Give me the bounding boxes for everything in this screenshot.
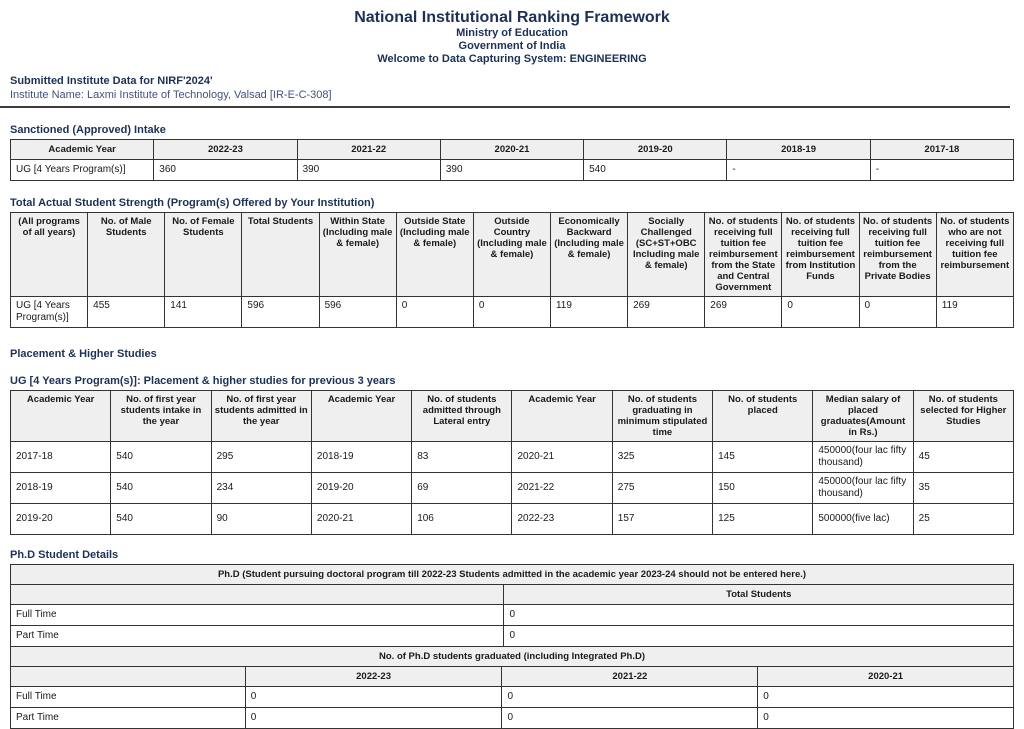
phd-graduated-table	[10, 646, 1014, 729]
column-header: No. of students who are not receiving full tuition fee reimbursement	[936, 213, 1013, 297]
placement-heading: Placement & Higher Studies	[10, 347, 157, 360]
table-cell: UG [4 Years Program(s)]	[11, 297, 88, 328]
column-header: Outside State (Including male & female)	[396, 213, 473, 297]
table-row	[11, 604, 1014, 625]
table-cell: 119	[936, 297, 1013, 328]
column-header: No. of students receiving full tuition fee reimbursement from Institution Funds	[782, 213, 859, 297]
institute-name: Institute Name: Laxmi Institute of Technology, Valsad [IR-E-C-308]	[10, 89, 332, 101]
table-cell: 106	[412, 503, 512, 534]
column-header: 2021-22	[502, 666, 758, 686]
column-header: 2018-19	[727, 140, 870, 160]
student-strength-table	[10, 212, 1014, 328]
column-header: No. of students graduating in minimum stipulated time	[612, 390, 712, 441]
column-header: Academic Year	[11, 390, 111, 441]
table-cell: 157	[612, 503, 712, 534]
column-header: Median salary of placed graduates(Amount in Rs.)	[813, 390, 913, 441]
header-subtitle-ministry: Ministry of Education	[456, 27, 568, 39]
header-row	[11, 140, 1014, 160]
phd-heading: Ph.D Student Details	[10, 548, 119, 561]
table-cell: 35	[913, 472, 1013, 503]
table-cell: 45	[913, 441, 1013, 472]
column-header: 2021-22	[297, 140, 440, 160]
column-header	[11, 584, 504, 604]
table-cell: Full Time	[11, 686, 246, 707]
submitted-data-label: Submitted Institute Data for NIRF'2024'	[10, 75, 213, 87]
table-cell: 0	[502, 707, 758, 728]
table-cell: 0	[396, 297, 473, 328]
column-header: Economically Backward (Including male & female)	[550, 213, 627, 297]
column-header: Academic Year	[311, 390, 411, 441]
table-row	[11, 441, 1014, 472]
table-cell: 2020-21	[311, 503, 411, 534]
institute-block	[10, 74, 1024, 102]
table-cell: 234	[211, 472, 311, 503]
table-cell: -	[727, 160, 870, 181]
sanctioned-intake-heading: Sanctioned (Approved) Intake	[10, 124, 166, 136]
table-cell: 0	[504, 604, 1014, 625]
sanctioned-intake-table	[10, 139, 1014, 181]
column-header: 2020-21	[758, 666, 1014, 686]
table-cell: 125	[713, 503, 813, 534]
table-cell: 295	[211, 441, 311, 472]
table-cell: 0	[473, 297, 550, 328]
table-cell: Full Time	[11, 604, 504, 625]
table-cell: 275	[612, 472, 712, 503]
table-cell: 325	[612, 441, 712, 472]
table-cell: 450000(four lac fifty thousand)	[813, 472, 913, 503]
phd-graduated-banner-row	[11, 646, 1014, 666]
table-cell: 455	[88, 297, 165, 328]
table-cell: 141	[165, 297, 242, 328]
column-header: No. of Female Students	[165, 213, 242, 297]
column-header: Total Students	[242, 213, 319, 297]
column-header: (All programs of all years)	[11, 213, 88, 297]
header-divider	[0, 106, 1010, 108]
table-cell: 596	[319, 297, 396, 328]
column-header: No. of Male Students	[88, 213, 165, 297]
table-cell: 0	[504, 625, 1014, 646]
table-cell: 269	[628, 297, 705, 328]
table-cell: 450000(four lac fifty thousand)	[813, 441, 913, 472]
column-header: No. of students placed	[713, 390, 813, 441]
table-cell: 540	[111, 503, 211, 534]
table-cell: 2017-18	[11, 441, 111, 472]
column-header: No. of first year students intake in the year	[111, 390, 211, 441]
column-header: No. of students receiving full tuition fee reimbursement from the Private Bodies	[859, 213, 936, 297]
column-header: No. of students admitted through Lateral entry	[412, 390, 512, 441]
table-cell: Part Time	[11, 707, 246, 728]
table-cell: 390	[297, 160, 440, 181]
table-cell: Part Time	[11, 625, 504, 646]
table-cell: 0	[245, 707, 502, 728]
table-cell: 540	[584, 160, 727, 181]
table-cell: 2019-20	[311, 472, 411, 503]
table-cell: 360	[154, 160, 297, 181]
header-row	[11, 666, 1014, 686]
phd-banner-row	[11, 564, 1014, 584]
table-row	[11, 472, 1014, 503]
column-header: 2022-23	[154, 140, 297, 160]
phd-pursuing-table	[10, 564, 1014, 647]
table-cell: 90	[211, 503, 311, 534]
column-header: Academic Year	[512, 390, 612, 441]
table-cell: 2021-22	[512, 472, 612, 503]
table-cell: 0	[245, 686, 502, 707]
table-cell: 2022-23	[512, 503, 612, 534]
table-cell: 2019-20	[11, 503, 111, 534]
column-header: Total Students	[504, 584, 1014, 604]
page-header	[0, 0, 1024, 66]
table-cell: 2018-19	[311, 441, 411, 472]
table-row	[11, 707, 1014, 728]
column-header: No. of students selected for Higher Studies	[913, 390, 1013, 441]
table-cell: 150	[713, 472, 813, 503]
header-row	[11, 213, 1014, 297]
column-header: Outside Country (Including male & female)	[473, 213, 550, 297]
column-header: 2019-20	[584, 140, 727, 160]
header-row	[11, 390, 1014, 441]
column-header: Academic Year	[11, 140, 154, 160]
table-cell: -	[870, 160, 1013, 181]
table-row	[11, 160, 1014, 181]
phd-banner: Ph.D (Student pursuing doctoral program till 2022-23 Students admitted in the academic year 2023-24 should not be entered here.)	[11, 564, 1014, 584]
table-cell: 69	[412, 472, 512, 503]
table-cell: 2020-21	[512, 441, 612, 472]
column-header: Socially Challenged (SC+ST+OBC Including male & female)	[628, 213, 705, 297]
table-cell: 0	[782, 297, 859, 328]
header-subtitle-government: Government of India	[458, 40, 566, 52]
table-cell: 119	[550, 297, 627, 328]
table-cell: 83	[412, 441, 512, 472]
header-subtitle-welcome: Welcome to Data Capturing System: ENGINEERING	[377, 53, 647, 65]
table-cell: 145	[713, 441, 813, 472]
table-row	[11, 686, 1014, 707]
placement-subheading: UG [4 Years Program(s)]: Placement & higher studies for previous 3 years	[10, 374, 396, 387]
page-title: National Institutional Ranking Framework	[354, 9, 670, 26]
table-cell: 0	[758, 707, 1014, 728]
table-cell: 2018-19	[11, 472, 111, 503]
table-row	[11, 297, 1014, 328]
table-cell: 0	[758, 686, 1014, 707]
table-cell: 390	[440, 160, 583, 181]
phd-graduated-banner: No. of Ph.D students graduated (including Integrated Ph.D)	[11, 646, 1014, 666]
table-cell: 540	[111, 472, 211, 503]
student-strength-heading: Total Actual Student Strength (Program(s) Offered by Your Institution)	[10, 197, 375, 209]
column-header	[11, 666, 246, 686]
header-row	[11, 584, 1014, 604]
table-cell: 540	[111, 441, 211, 472]
column-header: 2017-18	[870, 140, 1013, 160]
column-header: 2022-23	[245, 666, 502, 686]
table-cell: 25	[913, 503, 1013, 534]
table-cell: 269	[705, 297, 782, 328]
column-header: 2020-21	[440, 140, 583, 160]
table-cell: 0	[859, 297, 936, 328]
placement-table	[10, 390, 1014, 535]
table-row	[11, 625, 1014, 646]
column-header: No. of students receiving full tuition fee reimbursement from the State and Central Government	[705, 213, 782, 297]
table-cell: 596	[242, 297, 319, 328]
table-row	[11, 503, 1014, 534]
table-cell: 500000(five lac)	[813, 503, 913, 534]
column-header: Within State (Including male & female)	[319, 213, 396, 297]
table-cell: 0	[502, 686, 758, 707]
table-cell: UG [4 Years Program(s)]	[11, 160, 154, 181]
column-header: No. of first year students admitted in the year	[211, 390, 311, 441]
